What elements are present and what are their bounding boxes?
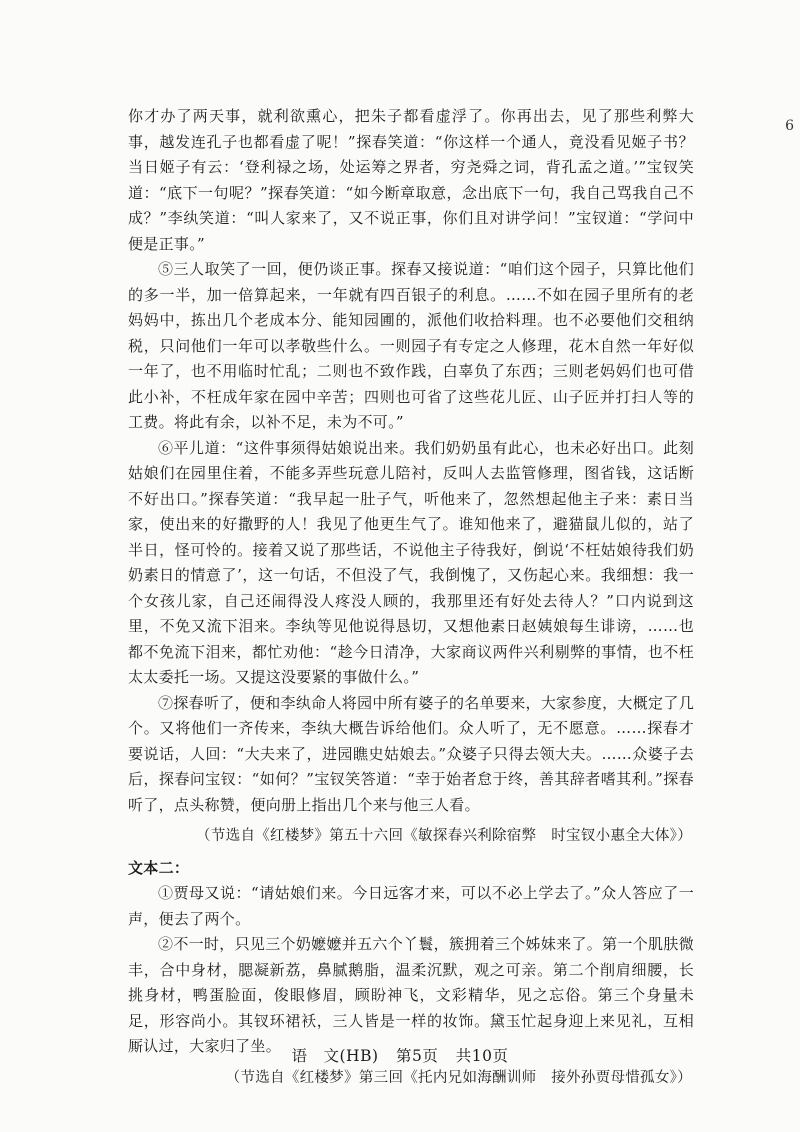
page-footer (0, 1044, 800, 1066)
text2-paragraph-1: ①贾母又说：“请姑娘们来。今日远客才来，可以不必上学去了。”众人答应了一声，便去了两个。 (128, 884, 694, 928)
footer-page: 第5页 (395, 1047, 439, 1065)
source-citation-text1: （节选自《红楼梦》第五十六回《敏探春兴利除宿弊 时宝钗小惠全大体》） (196, 828, 692, 844)
paragraph-6: ⑥平儿道：“这件事须得姑娘说出来。我们奶奶虽有此心，也未必好出口。此刻姑娘们在园里住着，不能多弄些玩意儿陪衬，反叫人去监管修理，图省钱，这话断不好出口。”探春笑道：“我早起一肚子气，听他来了，忽然想起他主子来：素日当家，使出来的好撒野的人！我见了他更生气了。谁知他来了，避猫鼠儿似的，站了半日，怪可怜的。接着又说了那些话，不说他主子待我好，倒说‘不枉姑娘待我们奶奶素日的情意了’，这一句话，不但没了气，我倒愧了，又伤起心来。我细想：我一个女孩儿家，自己还闹得没人疼没人顾的，我那里还有好处去待人？”口内说到这里，不免又流下泪来。李纨等见他说得恳切，又想他素日赵姨娘每生诽谤，……也都不免流下泪来，都忙劝他：“趁今日清净，大家商议两件兴利剔弊的事情，也不枉太太委托一场。又提这没要紧的事做什么。” (128, 438, 694, 686)
paragraph-5: ⑤三人取笑了一回，便仍谈正事。探春又接说道：“咱们这个园子，只算比他们的多一半，加一倍算起来，一年就有四百银子的利息。……不如在园子里所有的老妈妈中，拣出几个老成本分、能知园圃的，派他们收拾料理。也不必要他们交租纳税，只问他们一年可以孝敬些什么。一则园子有专定之人修理，花木自然一年好似一年了，也不用临时忙乱；二则也不致作践，白辜负了东西；三则老妈妈们也可借此小补，不枉成年家在园中辛苦；四则也可省了这些花儿匠、山子匠并打扫人等的工费。将此有余，以补不足，未为不可。” (128, 260, 694, 431)
paragraph-7: ⑦探春听了，便和李纨命人将园中所有婆子的名单要来，大家参度，大概定了几个。又将他们一齐传来，李纨大概告诉给他们。众人听了，无不愿意。……探春才要说话，人回：“大夫来了，进园瞧史姑娘去。”众婆子只得去领大夫。……众婆子去后，探春问宝钗：“如何？”宝钗笑答道：“幸于始者怠于终，善其辞者嗜其利。”探春听了，点头称赞，便向册上指出几个来与他三人看。 (128, 693, 694, 814)
text2-paragraph-2: ②不一时，只见三个奶嬷嬷并五六个丫鬟，簇拥着三个姊妹来了。第一个肌肤微丰，合中身材，腮凝新荔，鼻腻鹅脂，温柔沉默，观之可亲。第二个削肩细腰，长挑身材，鸭蛋脸面，俊眼修眉，顾盼神飞，文彩精华，见之忘俗。第三个身量未足，形容尚小。其钗环裙袄，三人皆是一样的妆饰。黛玉忙起身迎上来见礼，互相厮认过，大家归了坐。 (128, 935, 694, 1055)
reading-passage (128, 104, 694, 1097)
footer-subject: 语 文(HB) (291, 1047, 379, 1065)
footer-total: 共10页 (455, 1047, 509, 1065)
margin-page-number: 6 (785, 118, 794, 134)
source-citation-text2: （节选自《红楼梦》第三回《托内兄如海酬训师 接外孙贾母惜孤女》） (225, 1069, 692, 1086)
text2-heading: 文本二： (128, 858, 190, 877)
paragraph-continued: 你才办了两天事，就利欲熏心，把朱子都看虚浮了。你再出去，见了那些利弊大事，越发连孔子也都看虚了呢！”探春笑道：“你这样一个通人，竟没看见姬子书？当日姬子有云：‘登利禄之场，处运筹之界者，穷尧舜之词，背孔孟之道。’”宝钗笑道：“底下一句呢？”探春笑道：“如今断章取意，念出底下一句，我自己骂我自己不成？”李纨笑道：“叫人家来了，又不说正事，你们且对讲学问！”宝钗道：“学问中便是正事。” (128, 107, 694, 253)
